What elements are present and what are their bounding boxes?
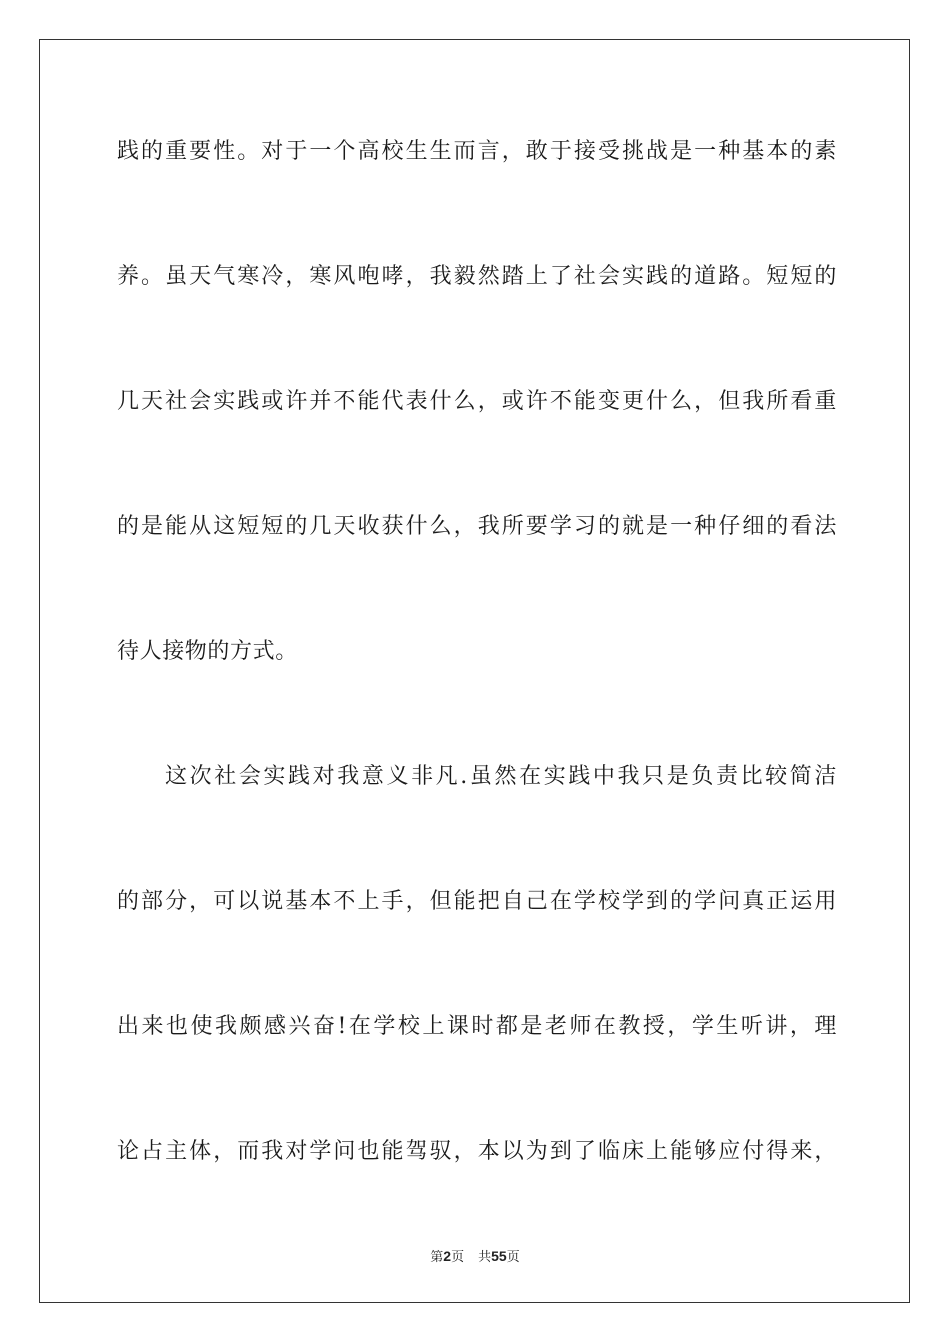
- page-number: 2: [443, 1248, 452, 1264]
- page-suffix: 页: [451, 1250, 465, 1265]
- text-line: 的是能从这短短的几天收获什么，我所要学习的就是一种仔细的看法: [117, 514, 837, 539]
- total-pages: 55: [491, 1248, 507, 1264]
- text-line-paragraph-start: 这次社会实践对我意义非凡.虽然在实践中我只是负责比较简洁: [165, 764, 837, 789]
- text-line: 论占主体，而我对学问也能驾驭，本以为到了临床上能够应付得来，: [117, 1139, 837, 1164]
- text-line: 的部分，可以说基本不上手，但能把自己在学校学到的学问真正运用: [117, 889, 837, 914]
- text-line: 践的重要性。对于一个高校生生而言，敢于接受挑战是一种基本的素: [117, 139, 837, 164]
- page-footer: [0, 1247, 950, 1267]
- text-line: 养。虽天气寒冷，寒风咆哮，我毅然踏上了社会实践的道路。短短的: [117, 264, 837, 289]
- total-prefix: 共: [478, 1250, 492, 1265]
- page-border: [39, 39, 910, 1303]
- page-prefix: 第: [430, 1250, 444, 1265]
- text-line-paragraph-end: 待人接物的方式。: [117, 639, 298, 664]
- text-line: 几天社会实践或许并不能代表什么，或许不能变更什么，但我所看重: [117, 389, 837, 414]
- total-suffix: 页: [506, 1250, 520, 1265]
- text-line: 出来也使我颇感兴奋!在学校上课时都是老师在教授，学生听讲，理: [117, 1014, 837, 1039]
